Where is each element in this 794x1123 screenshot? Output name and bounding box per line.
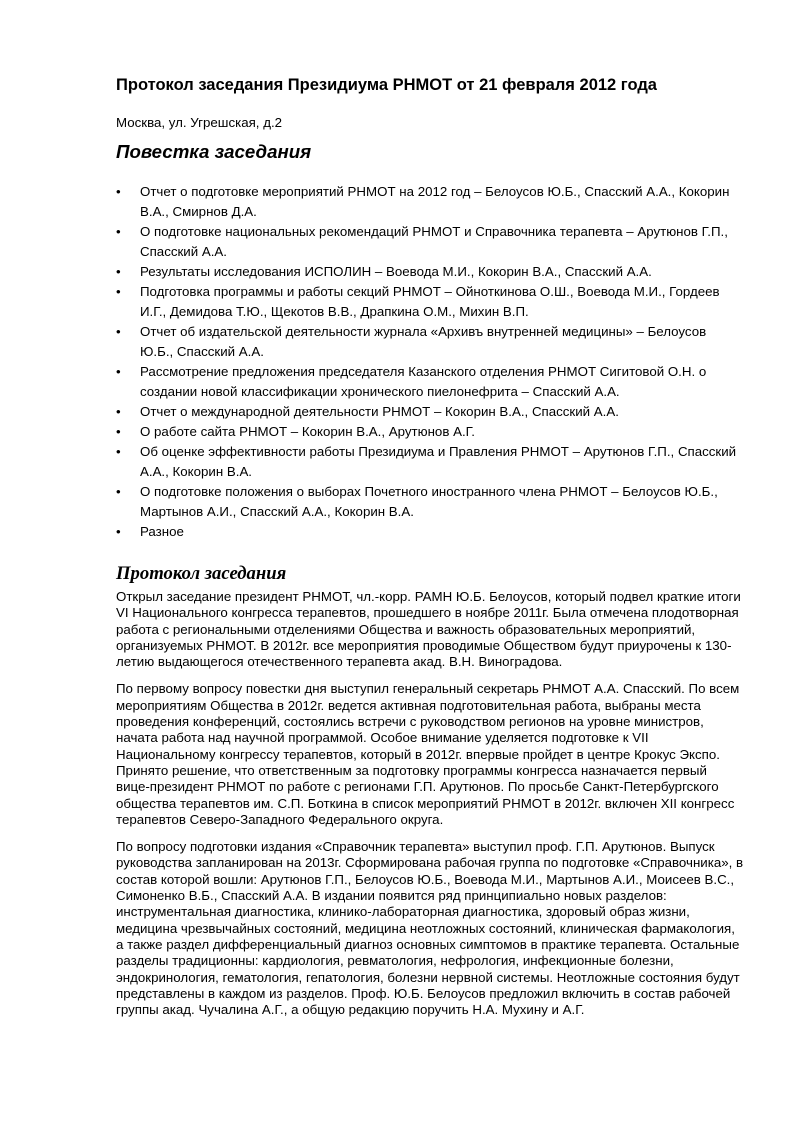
protocol-paragraph: По вопросу подготовки издания «Справочник терапевта» выступил проф. Г.П. Арутюнов. Выпуск руководства запланирован на 2013г. Сформирована рабочая группа по подготовке «Справочника», в состав которой вошли: Арутюнов Г.П., Белоусов Ю.Б., Воевода М.И., Мартынов А.И., Моисеев В.С., Симоненко В.Б., Спасский А.А. В издании появится ряд принципиально новых разделов: инструментальная диагностика, клинико-лабораторная диагностика, здоровый образ жизни, медицина чрезвычайных состояний, медицина неотложных состояний, клиническая фармакология, а также раздел дифференциальный диагноз основных симптомов в практике терапевта. Остальные разделы традиционны: кардиология, ревматология, нефрология, инфекционные болезни, эндокринология, гематология, гепатология, болезни нервной системы. Неотложные состояния будут представлены в каждом из разделов. Проф. Ю.Б. Белоусов предложил включить в состав рабочей группы акад. Чучалина А.Г., а общую редакцию поручить Н.А. Мухину и А.Г. (116, 839, 744, 1018)
protocol-body (116, 589, 744, 1029)
agenda-item: • Отчет об издательской деятельности журнала «Архивъ внутренней медицины» – Белоусов Ю.Б., Спасский А.А. (116, 322, 738, 362)
agenda-item: • Разное (116, 522, 738, 542)
protocol-paragraph: Открыл заседание президент РНМОТ, чл.-корр. РАМН Ю.Б. Белоусов, который подвел краткие итоги VI Национального конгресса терапевтов, прошедшего в ноябре 2011г. Была отмечена плодотворная работа с региональными отделениями Общества и важность образовательных мероприятий, организуемых РНМОТ. В 2012г. все мероприятия проводимые Обществом будут приурочены к 130-летию выдающегося отечественного терапевта акад. В.Н. Виноградова. (116, 589, 741, 670)
agenda-item: • Результаты исследования ИСПОЛИН – Воевода М.И., Кокорин В.А., Спасский А.А. (116, 262, 738, 282)
agenda-item: • Отчет о международной деятельности РНМОТ – Кокорин В.А., Спасский А.А. (116, 402, 738, 422)
agenda-item: • Рассмотрение предложения председателя Казанского отделения РНМОТ Сигитовой О.Н. о создании новой классификации хронического пиелонефрита – Спасский А.А. (116, 362, 738, 402)
document-title: Протокол заседания Президиума РНМОТ от 21 февраля 2012 года (116, 76, 657, 94)
protocol-heading: Протокол заседания (116, 563, 287, 584)
agenda-item: • Подготовка программы и работы секций РНМОТ – Ойноткинова О.Ш., Воевода М.И., Гордеев И.Г., Демидова Т.Ю., Щекотов В.В., Драпкина О.М., Михин В.П. (116, 282, 738, 322)
agenda-item: • Отчет о подготовке мероприятий РНМОТ на 2012 год – Белоусов Ю.Б., Спасский А.А., Кокорин В.А., Смирнов Д.А. (116, 182, 738, 222)
agenda-item: • О подготовке национальных рекомендаций РНМОТ и Справочника терапевта – Арутюнов Г.П., Спасский А.А. (116, 222, 738, 262)
agenda-item: • Об оценке эффективности работы Президиума и Правления РНМОТ – Арутюнов Г.П., Спасский А.А., Кокорин В.А. (116, 442, 738, 482)
meeting-address: Москва, ул. Угрешская, д.2 (116, 115, 283, 130)
protocol-paragraph: По первому вопросу повестки дня выступил генеральный секретарь РНМОТ А.А. Спасский. По всем мероприятиям Общества в 2012г. ведется активная подготовительная работа, выбраны места проведения конференций, состоялись встречи с руководством регионов на уровне министров, начата работа над научной программой. Особое внимание уделяется подготовке к VII Национальному конгрессу терапевтов, который в 2012г. впервые пройдет в центре Крокус Экспо. Принято решение, что ответственным за подготовку программы конгресса назначается первый вице-президент РНМОТ по работе с регионами Г.П. Арутюнов. По просьбе Санкт-Петербургского общества терапевтов им. С.П. Боткина в список мероприятий РНМОТ в 2012г. включен XII конгресс терапевтов Северо-Западного Федерального округа. (116, 681, 740, 827)
agenda-heading: Повестка заседания (116, 141, 312, 162)
agenda-item: • О подготовке положения о выборах Почетного иностранного члена РНМОТ – Белоусов Ю.Б., Мартынов А.И., Спасский А.А., Кокорин В.А. (116, 482, 738, 522)
agenda-item: • О работе сайта РНМОТ – Кокорин В.А., Арутюнов А.Г. (116, 422, 738, 442)
agenda-list (116, 182, 738, 542)
